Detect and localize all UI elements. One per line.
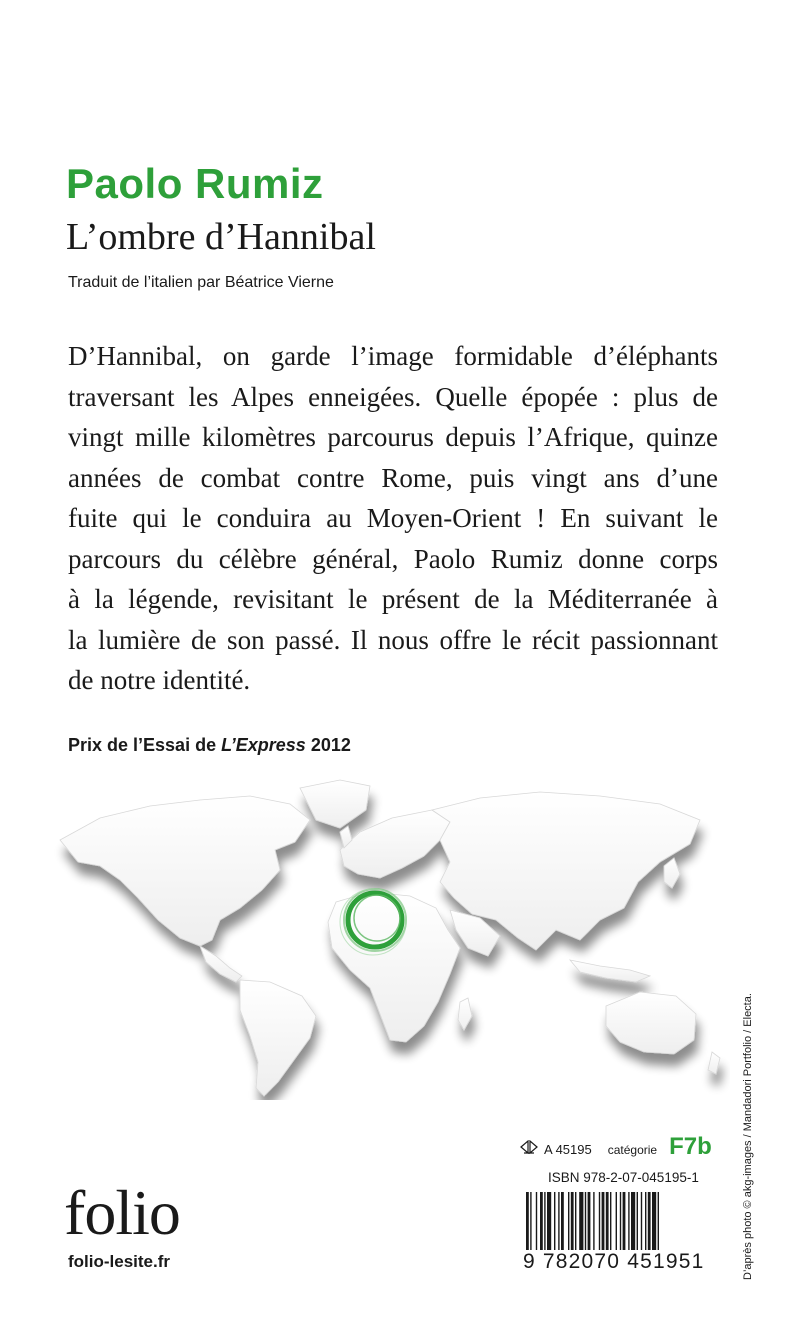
barcode-bar: [610, 1192, 611, 1258]
barcode-bar: [645, 1192, 646, 1258]
world-map-illustration: [40, 770, 730, 1100]
back-cover-blurb: [68, 336, 718, 701]
barcode-bar: [637, 1192, 638, 1258]
madagascar-shape: [458, 998, 472, 1030]
image-credit: D’après photo © akg-images / Mandadori Portfolio / Electa.: [742, 993, 754, 1280]
category-label: catégorie: [607, 1143, 658, 1157]
barcode-digit-text: 9 782070 451951: [523, 1250, 705, 1273]
barcode-bar: [606, 1192, 609, 1258]
barcode-bar: [648, 1192, 651, 1258]
blurb-line: D’Hannibal, on garde l’image formidable d’éléphants: [68, 341, 718, 371]
new-zealand-shape: [708, 1052, 720, 1074]
blurb-line: à la légende, revisitant le présent de la Méditerranée à: [68, 584, 718, 614]
prize-publication: L’Express: [221, 735, 306, 755]
book-title: L’ombre d’Hannibal: [66, 216, 376, 258]
barcode-bar: [575, 1192, 576, 1258]
prize-line: [68, 735, 351, 756]
blurb-line: la lumière de son passé. Il nous offre le récit passionnant: [68, 624, 718, 655]
barcode-bar: [616, 1192, 617, 1258]
blurb-line: parcours du célèbre général, Paolo Rumiz donne corps: [68, 543, 718, 574]
barcode-bar: [602, 1192, 605, 1258]
central-america-shape: [200, 946, 242, 982]
blurb-line: années de combat contre Rome, puis vingt ans d’une: [68, 462, 718, 493]
catalog-info: [520, 1133, 712, 1161]
isbn-number: ISBN 978-2-07-045195-1: [548, 1170, 699, 1185]
barcode-bar: [599, 1192, 600, 1258]
barcode-bar: [585, 1192, 586, 1258]
prize-prefix: Prix de l’Essai de: [68, 735, 222, 755]
greenland-shape: [300, 780, 370, 828]
japan-shape: [664, 858, 680, 888]
barcode-bar: [554, 1192, 555, 1258]
category-code: F7b: [669, 1133, 712, 1160]
catalog-number: A 45195: [544, 1142, 592, 1157]
south-america-shape: [240, 980, 316, 1096]
publisher-website[interactable]: folio-lesite.fr: [68, 1252, 171, 1271]
barcode-bar: [536, 1192, 537, 1258]
barcode-bar: [558, 1192, 559, 1258]
europe-shape: [340, 810, 450, 878]
barcode-bar: [652, 1192, 656, 1258]
leaf-icon: [520, 1140, 538, 1154]
barcode-bar: [620, 1192, 621, 1258]
blurb-line: vingt mille kilomètres parcourus depuis l’Afrique, quinze: [68, 422, 718, 452]
blurb-line: de notre identité.: [68, 665, 251, 695]
barcode-bar: [628, 1192, 629, 1258]
barcode-bar: [588, 1192, 591, 1258]
north-america-shape: [60, 796, 310, 946]
barcode-bar: [544, 1192, 545, 1258]
barcode-bar: [561, 1192, 564, 1258]
barcode-bar: [579, 1192, 583, 1258]
barcode-bar: [641, 1192, 642, 1258]
barcode-bar: [623, 1192, 626, 1258]
barcode-bar: [571, 1192, 574, 1258]
blurb-line: fuite qui le conduira au Moyen-Orient ! En suivant le: [68, 503, 718, 533]
australia-shape: [606, 992, 696, 1054]
barcode-bar: [547, 1192, 551, 1258]
indonesia-shape: [570, 960, 650, 982]
prize-year: 2012: [305, 735, 351, 755]
blurb-line: traversant les Alpes enneigées. Quelle épopée : plus de: [68, 381, 718, 412]
barcode-bar: [631, 1192, 635, 1258]
translator-credit: Traduit de l’italien par Béatrice Vierne: [68, 274, 334, 291]
barcode-bar: [568, 1192, 569, 1258]
barcode-bar: [540, 1192, 543, 1258]
author-name: Paolo Rumiz: [66, 160, 324, 207]
barcode-digits: [522, 1250, 714, 1274]
folio-logo: folio: [64, 1177, 180, 1248]
